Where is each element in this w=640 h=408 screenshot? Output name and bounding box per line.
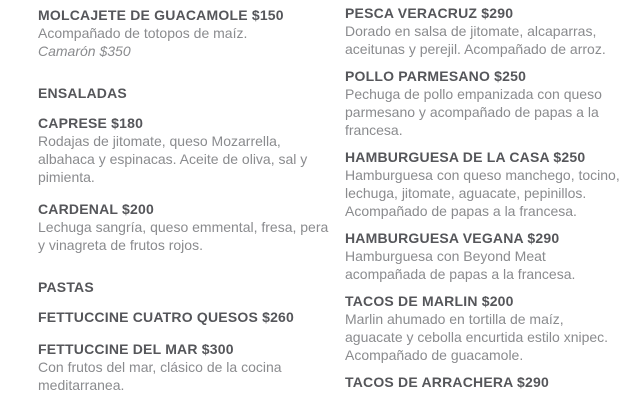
- item-title: POLLO PARMESANO $250: [345, 68, 527, 84]
- menu-item: [38, 200, 330, 254]
- menu-item: [38, 308, 330, 326]
- item-title: TACOS DE ARRACHERA $290: [345, 374, 550, 390]
- item-description: Pechuga de pollo empanizada con queso parmesano y acompañado de papas a la francesa.: [345, 86, 602, 138]
- item-note: Camarón $350: [38, 43, 131, 59]
- menu-item: [345, 148, 625, 220]
- item-title: MOLCAJETE DE GUACAMOLE $150: [38, 7, 284, 23]
- menu-item: [345, 373, 625, 391]
- item-title: FETTUCCINE CUATRO QUESOS $260: [38, 309, 295, 325]
- section-header: PASTAS: [38, 279, 94, 295]
- menu-item: [38, 340, 330, 394]
- item-description: Marlin ahumado en tortilla de maíz, aguacate y cebolla encurtida estilo xnipec. Acompañado de guacamole.: [345, 311, 609, 363]
- item-title: CAPRESE $180: [38, 115, 144, 131]
- menu-column-left: [38, 0, 330, 408]
- item-title: TACOS DE MARLIN $200: [345, 293, 514, 309]
- item-title: FETTUCCINE DEL MAR $300: [38, 341, 234, 357]
- menu-item: [38, 6, 330, 60]
- item-description: Hamburguesa con queso manchego, tocino, lechuga, jitomate, aguacate, pepinillos. Acompañado de papas a la francesa.: [345, 167, 620, 219]
- menu-column-right: [345, 0, 625, 400]
- item-description: Dorado en salsa de jitomate, alcaparras, aceitunas y perejil. Acompañado de arroz.: [345, 23, 606, 57]
- item-title: CARDENAL $200: [38, 201, 154, 217]
- item-title: HAMBURGUESA DE LA CASA $250: [345, 149, 586, 165]
- item-description: Con frutos del mar, clásico de la cocina meditarranea.: [38, 359, 282, 393]
- item-description: Rodajas de jitomate, queso Mozarrella, albahaca y espinacas. Aceite de oliva, sal y pimienta.: [38, 133, 308, 185]
- menu-item: [38, 114, 330, 186]
- item-description: Hamburguesa con Beyond Meat acompañada de papas a la francesa.: [345, 248, 576, 282]
- item-title: HAMBURGUESA VEGANA $290: [345, 230, 560, 246]
- menu-item: [345, 292, 625, 364]
- item-description: Acompañado de totopos de maíz.: [38, 25, 248, 41]
- section-header: ENSALADAS: [38, 85, 127, 101]
- menu-item: [345, 229, 625, 283]
- item-title: PESCA VERACRUZ $290: [345, 5, 514, 21]
- menu-item: [345, 4, 625, 58]
- item-description: Lechuga sangría, queso emmental, fresa, pera y vinagreta de frutos rojos.: [38, 219, 329, 253]
- menu-item: [345, 67, 625, 139]
